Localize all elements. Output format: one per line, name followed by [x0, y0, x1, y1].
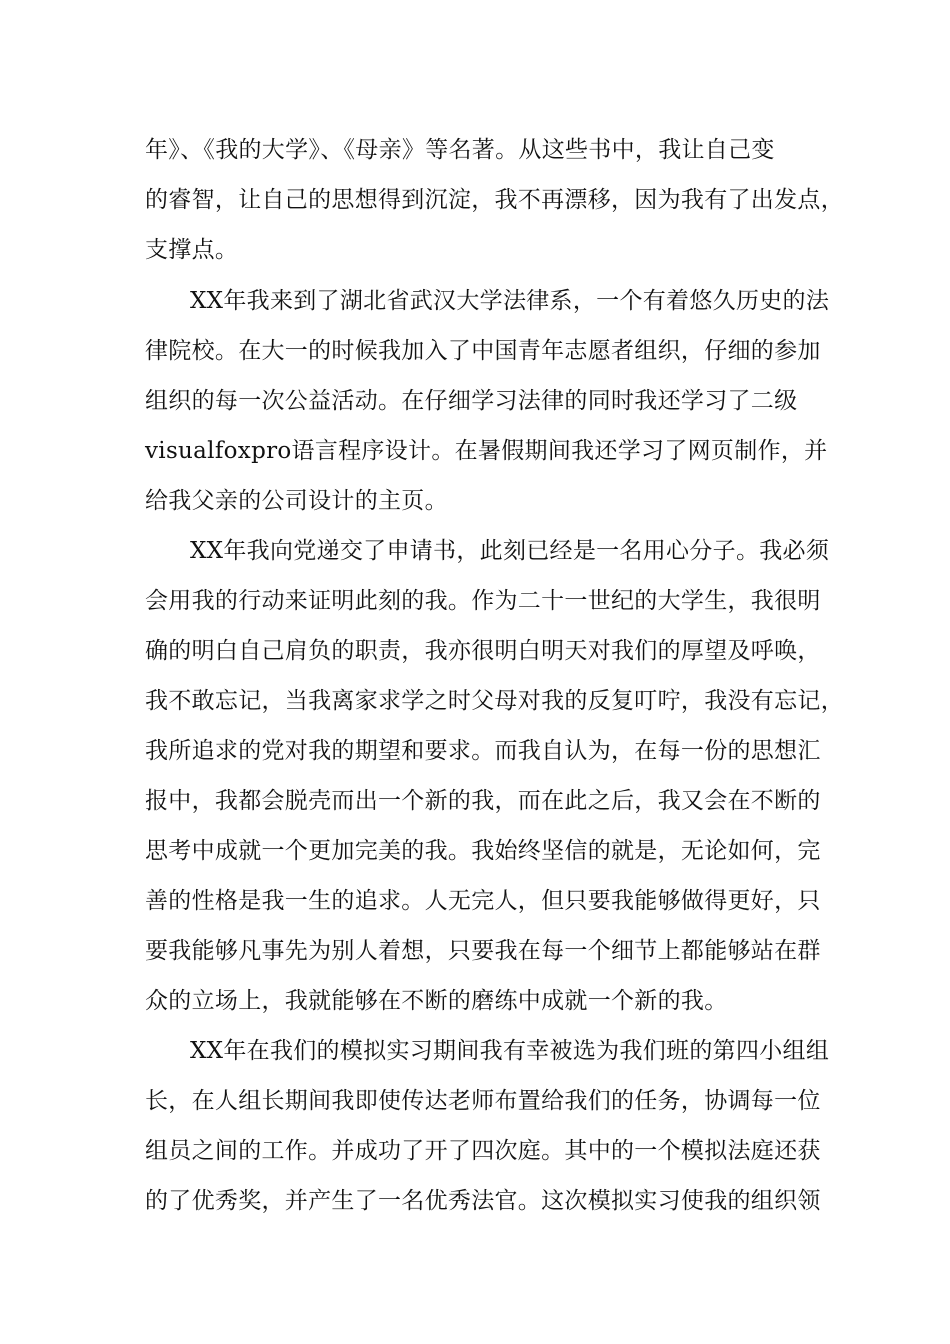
text-line: 思考中成就一个更加完美的我。我始终坚信的就是，无论如何，完	[145, 838, 821, 864]
text-line: 我所追求的党对我的期望和要求。而我自认为，在每一份的思想汇	[145, 738, 821, 764]
text-line: 组员之间的工作。并成功了开了四次庭。其中的一个模拟法庭还获	[145, 1138, 821, 1164]
text-line: 长，在人组长期间我即使传达老师布置给我们的任务，协调每一位	[145, 1088, 821, 1114]
text-line: 年》、《我的大学》、《母亲》等名著。从这些书中，我让自己变	[145, 137, 775, 163]
text-line: 会用我的行动来证明此刻的我。作为二十一世纪的大学生，我很明	[145, 588, 821, 614]
text-line: 我不敢忘记，当我离家求学之时父母对我的反复叮咛，我没有忘记，	[145, 688, 844, 714]
text-line: 众的立场上，我就能够在不断的磨练中成就一个新的我。	[145, 988, 728, 1014]
text-line: visualfoxpro语言程序设计。在暑假期间我还学习了网页制作，并	[145, 438, 828, 464]
text-line: 确的明白自己肩负的职责，我亦很明白明天对我们的厚望及呼唤，	[145, 638, 821, 664]
text-line: 组织的每一次公益活动。在仔细学习法律的同时我还学习了二级	[145, 388, 798, 414]
paragraph-first-line: XX年我来到了湖北省武汉大学法律系，一个有着悠久历史的法	[190, 288, 830, 314]
text-line: 善的性格是我一生的追求。人无完人，但只要我能够做得更好，只	[145, 888, 821, 914]
text-line: 给我父亲的公司设计的主页。	[145, 488, 448, 514]
text-line: 的了优秀奖，并产生了一名优秀法官。这次模拟实习使我的组织领	[145, 1188, 821, 1214]
paragraph-first-line: XX年我向党递交了申请书，此刻已经是一名用心分子。我必须	[190, 538, 830, 564]
text-line: 律院校。在大一的时候我加入了中国青年志愿者组织，仔细的参加	[145, 338, 821, 364]
text-line: 要我能够凡事先为别人着想，只要我在每一个细节上都能够站在群	[145, 938, 821, 964]
paragraph-first-line: XX年在我们的模拟实习期间我有幸被选为我们班的第四小组组	[190, 1038, 830, 1064]
text-line: 报中，我都会脱壳而出一个新的我，而在此之后，我又会在不断的	[145, 788, 821, 814]
text-line: 的睿智，让自己的思想得到沉淀，我不再漂移，因为我有了出发点，	[145, 187, 844, 213]
text-line: 支撑点。	[145, 237, 239, 263]
